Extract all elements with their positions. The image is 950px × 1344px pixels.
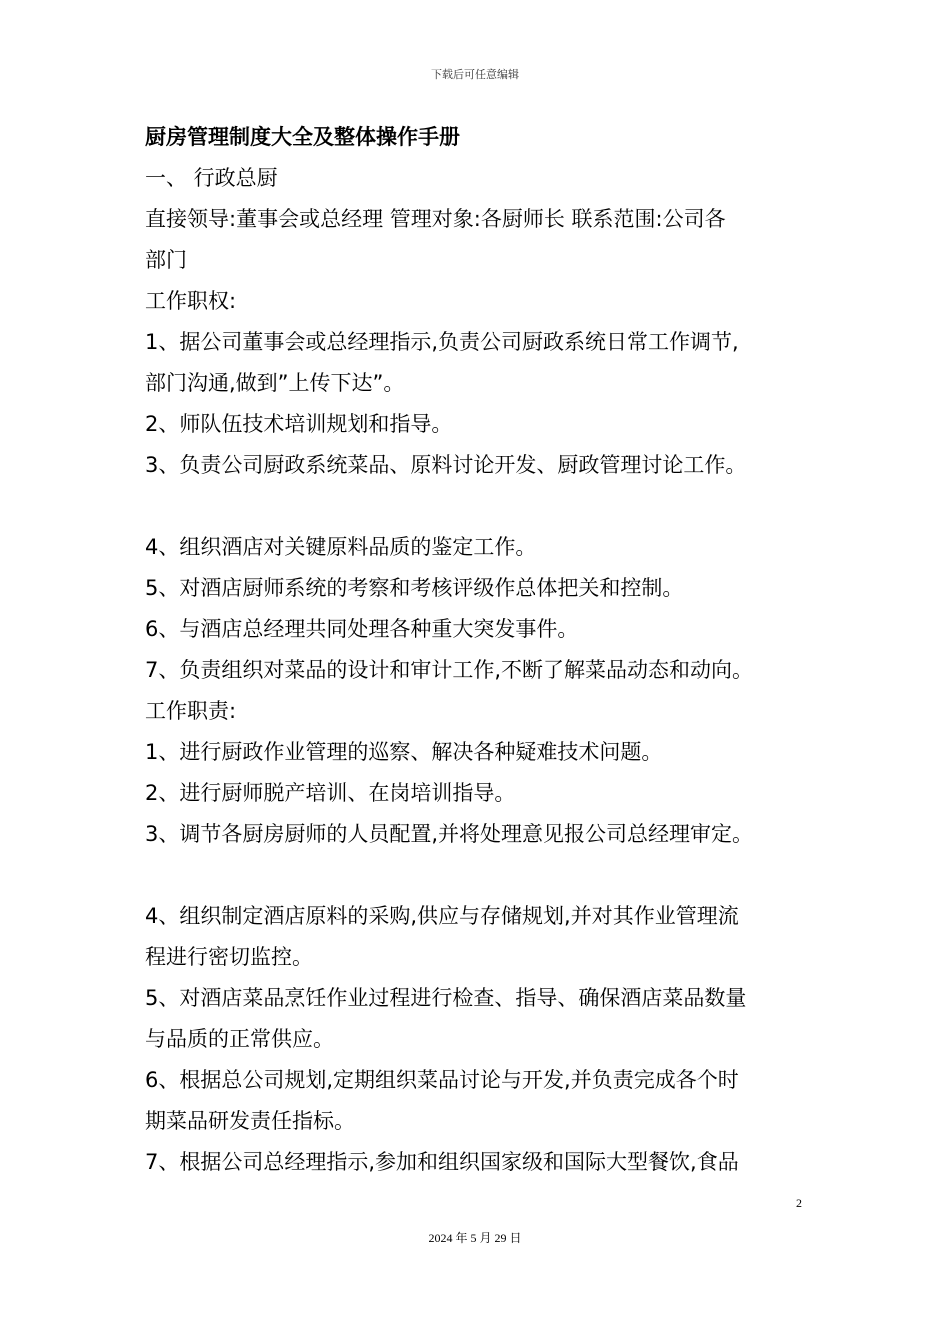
- text-line: 5、对酒店厨师系统的考察和考核评级作总体把关和控制。: [145, 576, 684, 600]
- text-line: 部门沟通,做到”上传下达”。: [145, 371, 405, 395]
- text-line: 直接领导:董事会或总经理 管理对象:各厨师长 联系范围:公司各: [145, 207, 726, 231]
- text-line: 3、调节各厨房厨师的人员配置,并将处理意见报公司总经理审定。: [145, 822, 754, 846]
- text-line: 一、 行政总厨: [145, 166, 278, 190]
- text-line: 6、与酒店总经理共同处理各种重大突发事件。: [145, 617, 579, 641]
- text-line: 期菜品研发责任指标。: [145, 1109, 355, 1133]
- text-line: 2、进行厨师脱产培训、在岗培训指导。: [145, 781, 516, 805]
- text-line: 6、根据总公司规划,定期组织菜品讨论与开发,并负责完成各个时: [145, 1068, 739, 1092]
- text-line: 工作职责:: [145, 699, 237, 723]
- text-line: 4、组织制定酒店原料的采购,供应与存储规划,并对其作业管理流: [145, 904, 739, 928]
- text-line: 与品质的正常供应。: [145, 1027, 334, 1051]
- blank-line: [145, 855, 810, 896]
- text-line: 4、组织酒店对关键原料品质的鉴定工作。: [145, 535, 537, 559]
- text-line: 部门: [145, 248, 187, 272]
- text-line: 3、负责公司厨政系统菜品、原料讨论开发、厨政管理讨论工作。: [145, 453, 747, 477]
- text-line: 1、据公司董事会或总经理指示,负责公司厨政系统日常工作调节,: [145, 330, 739, 354]
- page-header: 下载后可任意编辑: [431, 68, 519, 81]
- blank-line: [145, 486, 810, 527]
- document-title: 厨房管理制度大全及整体操作手册: [145, 125, 460, 149]
- text-line: 工作职权:: [145, 289, 237, 313]
- page-footer-date: 2024 年 5 月 29 日: [428, 1231, 522, 1245]
- text-line: 1、进行厨政作业管理的巡察、解决各种疑难技术问题。: [145, 740, 663, 764]
- page-number: 2: [796, 1196, 802, 1210]
- text-line: 5、对酒店菜品烹饪作业过程进行检查、指导、确保酒店菜品数量: [145, 986, 747, 1010]
- text-line: 7、根据公司总经理指示,参加和组织国家级和国际大型餐饮,食品: [145, 1150, 739, 1174]
- text-line: 2、师队伍技术培训规划和指导。: [145, 412, 453, 436]
- document-body: [145, 117, 810, 1183]
- text-line: 程进行密切监控。: [145, 945, 313, 969]
- text-line: 7、负责组织对菜品的设计和审计工作,不断了解菜品动态和动向。: [145, 658, 754, 682]
